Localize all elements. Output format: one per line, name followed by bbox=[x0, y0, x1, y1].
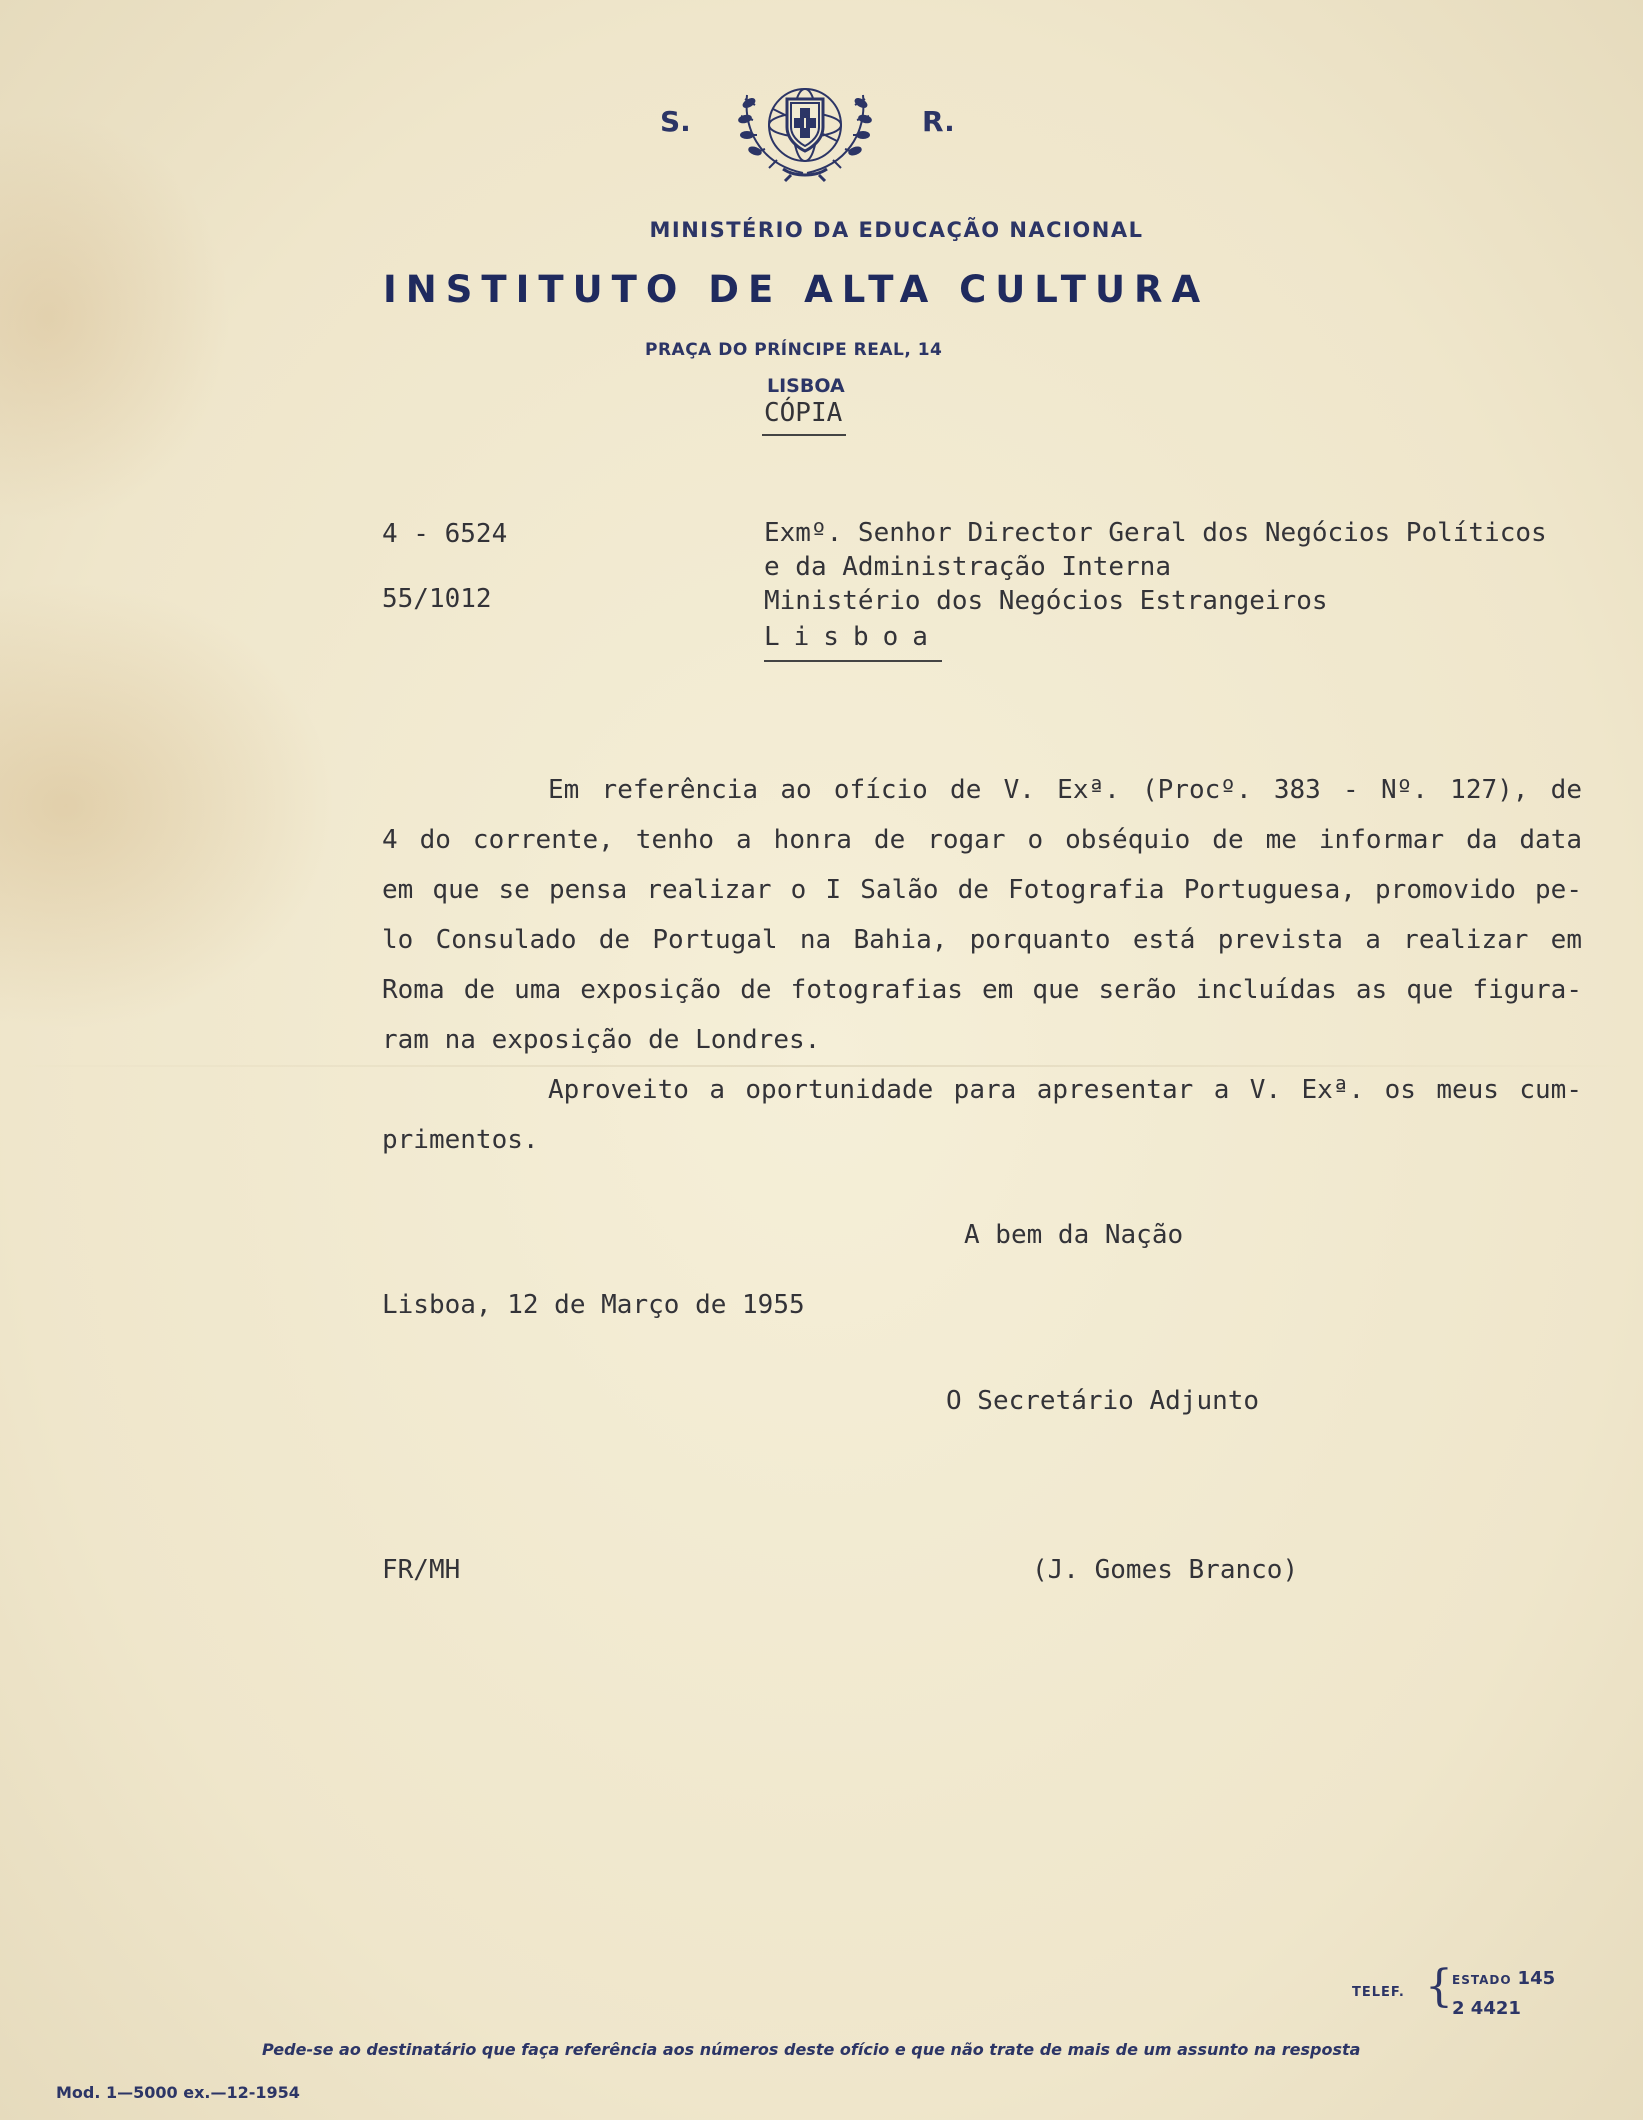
addressee-city: Lisboa bbox=[764, 620, 942, 662]
letterhead-left-letter: S. bbox=[660, 105, 691, 138]
telephone-number: 145 bbox=[1517, 1968, 1556, 1989]
letterhead-right-letter: R. bbox=[922, 105, 955, 138]
body-line: em que se pensa realizar o I Salão de Fotografia Portuguesa, promovido pe- bbox=[382, 875, 1582, 905]
addressee-line: e da Administração Interna bbox=[764, 552, 1171, 582]
body-line: Aproveito a oportunidade para apresentar a V. Exª. os meus cum- bbox=[548, 1075, 1582, 1105]
brace-icon: { bbox=[1425, 1961, 1453, 2012]
ministry-name: MINISTÉRIO DA EDUCAÇÃO NACIONAL bbox=[649, 218, 1144, 242]
reference-number: 55/1012 bbox=[382, 584, 492, 614]
telephone-line-2: 2 4421 bbox=[1452, 1998, 1521, 2019]
signatory-name: (J. Gomes Branco) bbox=[1032, 1555, 1299, 1585]
copy-mark: CÓPIA bbox=[762, 398, 846, 436]
body-line: ram na exposição de Londres. bbox=[382, 1025, 821, 1055]
typist-initials: FR/MH bbox=[382, 1555, 461, 1585]
addressee-line: Exmº. Senhor Director Geral dos Negócios Políticos bbox=[764, 518, 1547, 548]
institute-address: PRAÇA DO PRÍNCIPE REAL, 14 bbox=[645, 340, 943, 360]
addressee-block bbox=[764, 516, 1547, 662]
body-line: 4 do corrente, tenho a honra de rogar o obséquio de me informar da data bbox=[382, 825, 1582, 855]
footer-note: Pede-se ao destinatário que faça referência aos números deste ofício e que não trate de mais de um assunto na resposta bbox=[262, 2040, 1361, 2059]
coat-of-arms-icon bbox=[725, 65, 885, 185]
telephone-label: TELEF. bbox=[1352, 1985, 1405, 2000]
letter-date: Lisboa, 12 de Março de 1955 bbox=[382, 1290, 805, 1320]
reference-number: 4 - 6524 bbox=[382, 519, 508, 549]
addressee-line: Ministério dos Negócios Estrangeiros bbox=[764, 586, 1328, 616]
telephone-line-1 bbox=[1452, 1968, 1555, 1989]
institute-city: LISBOA bbox=[767, 375, 845, 397]
body-line: Roma de uma exposição de fotografias em que serão incluídas as que figura- bbox=[382, 975, 1582, 1005]
signatory-title: O Secretário Adjunto bbox=[946, 1386, 1260, 1416]
letter-body bbox=[382, 765, 1582, 1165]
closing-salutation: A bem da Nação bbox=[964, 1220, 1184, 1250]
form-code: Mod. 1—5000 ex.—12-1954 bbox=[56, 2083, 300, 2102]
telephone-exchange: ESTADO bbox=[1452, 1973, 1512, 1987]
body-line: lo Consulado de Portugal na Bahia, porquanto está prevista a realizar em bbox=[382, 925, 1582, 955]
body-line: Em referência ao ofício de V. Exª. (Procº. 383 - Nº. 127), de bbox=[548, 775, 1582, 805]
body-line: primentos. bbox=[382, 1125, 539, 1155]
institute-name: INSTITUTO DE ALTA CULTURA bbox=[383, 268, 1210, 311]
